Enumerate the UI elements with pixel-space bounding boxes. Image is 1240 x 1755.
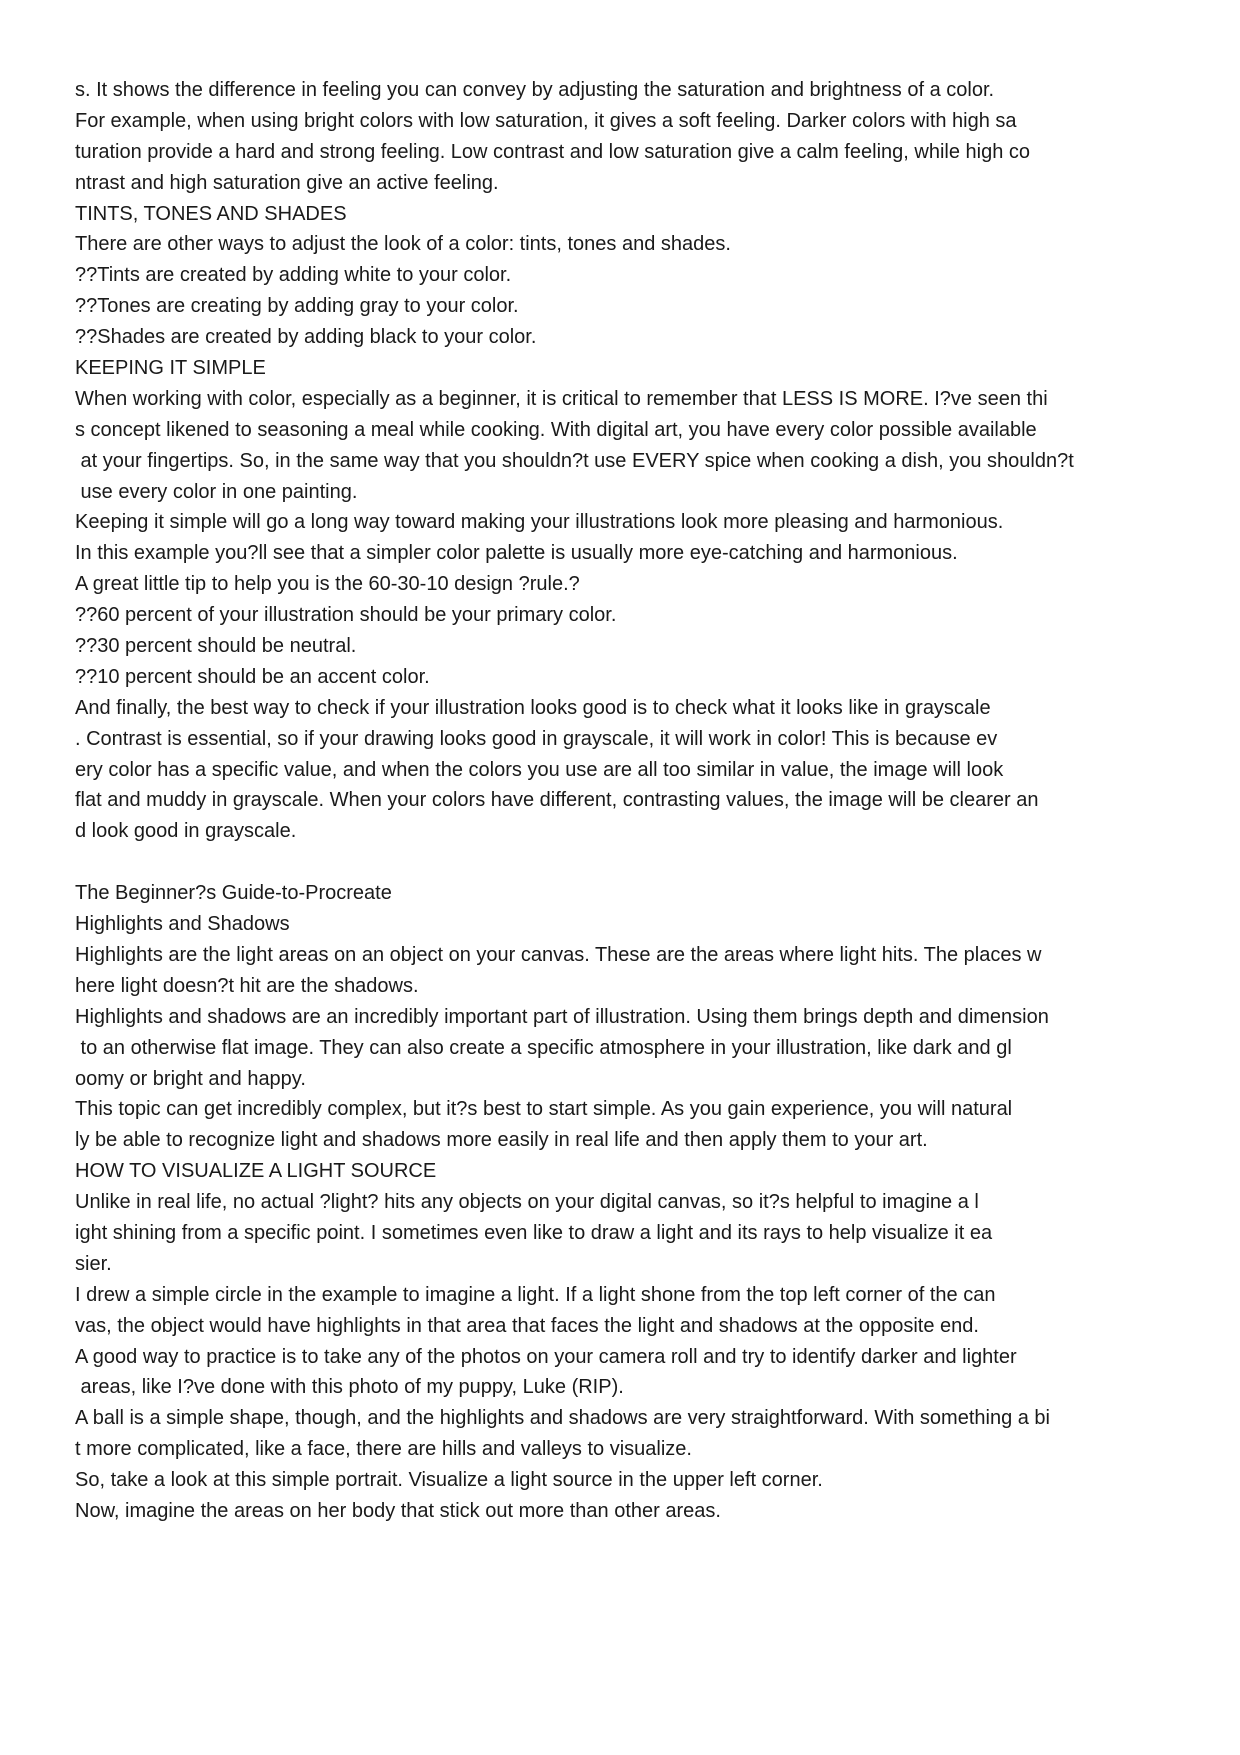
text-line: d look good in grayscale. xyxy=(75,820,297,843)
list-item: ??Tints are created by adding white to your color. xyxy=(75,264,512,287)
text-line: I drew a simple circle in the example to imagine a light. If a light shone from the top left corner of the can xyxy=(75,1283,996,1306)
list-item: ??Shades are created by adding black to your color. xyxy=(75,326,537,349)
text-line: This topic can get incredibly complex, but it?s best to start simple. As you gain experience, you will natural xyxy=(75,1098,1013,1121)
document-page xyxy=(75,75,1195,1527)
text-line: s. It shows the difference in feeling you can convey by adjusting the saturation and brightness of a color. xyxy=(75,79,995,101)
text-line: . Contrast is essential, so if your drawing looks good in grayscale, it will work in color! This is because ev xyxy=(75,727,998,750)
text-line: vas, the object would have highlights in that area that faces the light and shadows at the opposite end. xyxy=(75,1314,979,1337)
text-line: oomy or bright and happy. xyxy=(75,1067,306,1090)
section-heading: KEEPING IT SIMPLE xyxy=(75,357,266,380)
text-line: ntrast and high saturation give an active feeling. xyxy=(75,171,499,194)
text-line: ery color has a specific value, and when the colors you use are all too similar in value, the image will look xyxy=(75,758,1004,781)
text-line: So, take a look at this simple portrait. Visualize a light source in the upper left corner. xyxy=(75,1469,823,1492)
text-line: In this example you?ll see that a simpler color palette is usually more eye-catching and harmonious. xyxy=(75,542,958,565)
text-line: Keeping it simple will go a long way toward making your illustrations look more pleasing and harmonious. xyxy=(75,511,1004,534)
text-line: When working with color, especially as a beginner, it is critical to remember that LESS IS MORE. I?ve seen thi xyxy=(75,387,1048,410)
text-line: flat and muddy in grayscale. When your colors have different, contrasting values, the image will be clearer an xyxy=(75,789,1039,812)
list-item: ??Tones are creating by adding gray to your color. xyxy=(75,295,519,318)
text-line: Unlike in real life, no actual ?light? hits any objects on your digital canvas, so it?s helpful to imagine a l xyxy=(75,1191,979,1214)
text-line: at your fingertips. So, in the same way that you shouldn?t use EVERY spice when cooking a dish, you shouldn?t xyxy=(75,449,1074,472)
text-line: A great little tip to help you is the 60-30-10 design ?rule.? xyxy=(75,573,580,596)
section-heading: HOW TO VISUALIZE A LIGHT SOURCE xyxy=(75,1160,437,1183)
text-line: Highlights and shadows are an incredibly important part of illustration. Using them brings depth and dimension xyxy=(75,1005,1049,1028)
list-item: ??10 percent should be an accent color. xyxy=(75,665,430,688)
text-line: t more complicated, like a face, there are hills and valleys to visualize. xyxy=(75,1438,692,1461)
text-line: A good way to practice is to take any of the photos on your camera roll and try to identify darker and lighter xyxy=(75,1345,1017,1368)
section-heading: TINTS, TONES AND SHADES xyxy=(75,202,347,225)
text-line: s concept likened to seasoning a meal while cooking. With digital art, you have every color possible available xyxy=(75,418,1037,441)
chapter-title: Highlights and Shadows xyxy=(75,913,290,936)
book-title: The Beginner?s Guide-to-Procreate xyxy=(75,882,392,905)
text-line: to an otherwise flat image. They can also create a specific atmosphere in your illustration, like dark and gl xyxy=(75,1036,1012,1059)
list-item: ??60 percent of your illustration should be your primary color. xyxy=(75,604,617,627)
blank-line xyxy=(75,847,1195,878)
list-item: ??30 percent should be neutral. xyxy=(75,635,357,658)
text-line: sier. xyxy=(75,1252,112,1275)
text-line: here light doesn?t hit are the shadows. xyxy=(75,974,419,997)
text-line: There are other ways to adjust the look of a color: tints, tones and shades. xyxy=(75,233,731,256)
text-line: turation provide a hard and strong feeling. Low contrast and low saturation give a calm feeling, while high co xyxy=(75,140,1031,163)
text-line: For example, when using bright colors with low saturation, it gives a soft feeling. Darker colors with high sa xyxy=(75,109,1017,132)
text-line: use every color in one painting. xyxy=(75,480,358,503)
text-line: ight shining from a specific point. I sometimes even like to draw a light and its rays to help visualize it ea xyxy=(75,1221,993,1244)
text-line: Now, imagine the areas on her body that stick out more than other areas. xyxy=(75,1499,721,1522)
text-line: ly be able to recognize light and shadows more easily in real life and then apply them to your art. xyxy=(75,1129,928,1152)
text-line: Highlights are the light areas on an object on your canvas. These are the areas where light hits. The places w xyxy=(75,943,1042,966)
text-line: areas, like I?ve done with this photo of my puppy, Luke (RIP). xyxy=(75,1376,624,1399)
text-line: A ball is a simple shape, though, and the highlights and shadows are very straightforward. With something a bi xyxy=(75,1407,1050,1430)
text-line: And finally, the best way to check if your illustration looks good is to check what it looks like in grayscale xyxy=(75,696,991,719)
